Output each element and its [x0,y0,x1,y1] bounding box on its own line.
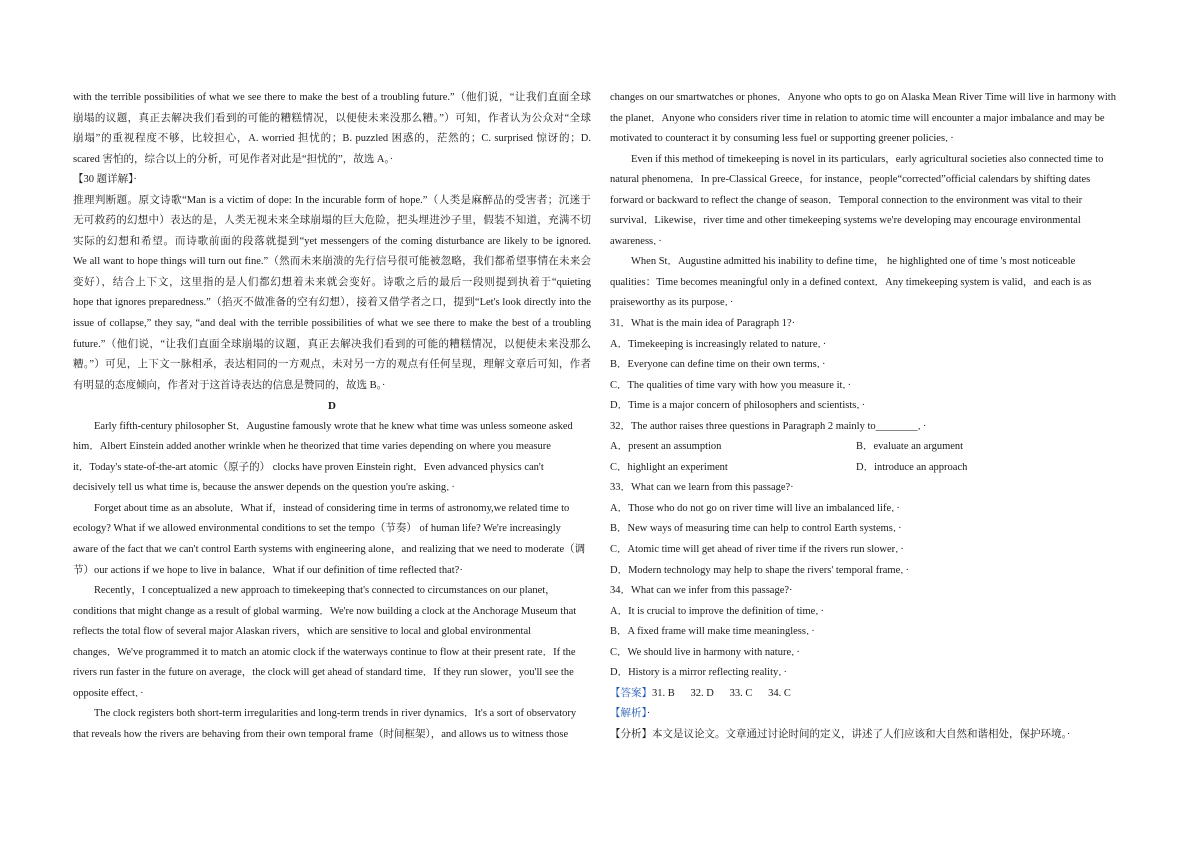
question-32-option-b: B．evaluate an argument [856,441,964,453]
passage-line: The clock registers both short-term irregularities and long-term trends in river dynamics．It's a sort of observatory [94,708,577,720]
question-32-options-row-2 [610,458,1128,479]
right-column [610,88,1128,746]
question-31-option-a: A．Timekeeping is increasingly related to nature．· [610,338,827,350]
question-32-options-row-1 [610,437,1128,458]
analysis-line [610,704,1128,725]
passage-line: Recently，I conceptualized a new approach to timekeeping that's connected to circumstances on our planet， [94,585,556,597]
passage-line: rivers run faster in the future on average，the clock will get ahead of standard time．If they run slower，you'll see the [73,667,574,679]
text-line: hope that ignores preparedness.”（掐灭不做准备的空有幻想），接着又借学者之口，提到“Let's look directly into the [73,297,591,309]
question-33-option-d: D．Modern technology may help to shape the rivers' temporal frame．· [610,564,910,576]
passage-line: forward or backward to reflect the change of season．Temporal connection to the environment was vital to their [610,194,1083,206]
summary-text: 本文是议论文。文章通过讨论时间的定义，讲述了人们应该和大自然和谐相处，保护环境。· [652,728,1071,740]
answer-text: 31. B 32. D 33. C 34. C [652,687,791,699]
passage-line: changes on our smartwatches or phones．Anyone who opts to go on Alaska Mean River Time will live in harmony with [610,92,1116,103]
left-column [73,88,591,746]
passage-line: decisively tell us what time is, because the answer depends on the question you're asking．· [73,482,455,494]
question-30-heading: 【30 题详解】· [73,174,137,186]
question-33-stem: 33．What can we learn from this passage?· [610,482,794,494]
question-32-option-d: D．introduce an approach [856,461,968,473]
question-33-option-a: A．Those who do not go on river time will live an imbalanced life．· [610,502,900,514]
text-line: 推理判断题。原文诗歌“Man is a victim of dope: In the incurable form of hope.”（人类是麻醉品的受害者；沉迷于 [73,194,591,206]
question-32-option-c: C．highlight an experiment [610,461,728,473]
passage-line: that reveals how the rivers are behaving from their own temporal frame（时间框架），and allows us to witness those [73,728,569,740]
passage-line: changes．We've programmed it to match an atomic clock if the waterways continue to flow at their present rate．If the [73,646,576,658]
section-title: D [328,400,336,413]
question-31-option-d: D．Time is a major concern of philosophers and scientists．· [610,400,866,412]
question-34-option-d: D．History is a mirror reflecting reality．· [610,667,787,679]
answer-line [610,684,1128,705]
text-line: 变好），结合上下文，这里指的是人们都幻想着未来就会变好。诗歌之后的最后一段则提到执着于“quieting [73,276,591,288]
passage-line: motivated to counteract it by consuming less fuel or supporting greener policies．· [610,133,954,145]
passage-line: When St．Augustine admitted his inability to define time， he highlighted one of time 's most noticeable [631,256,1076,268]
question-34-option-c: C．We should live in harmony with nature．· [610,646,800,658]
question-32-stem: 32．The author raises three questions in Paragraph 2 mainly to________．· [610,420,927,432]
question-34-option-b: B．A fixed frame will make time meaningless．· [610,626,815,638]
summary-label: 【分析】 [610,728,652,740]
question-31-option-b: B．Everyone can define time on their own terms．· [610,359,826,371]
question-33-option-c: C．Atomic time will get ahead of river time if the rivers run slower．· [610,544,904,556]
analysis-label: 【解析】 [610,708,647,720]
passage-line: opposite effect．· [73,687,144,699]
text-line: issue of collapse,” they say, “and deal with the terrible possibilities of what we see there to make the best of a troubling [73,318,591,330]
question-32-option-a: A．present an assumption [610,441,722,453]
text-line: 实际的幻想和希望。而诗歌前面的段落就提到“yet messengers of the coming disturbance are likely to be ignored. [73,235,591,247]
passage-line: survival．Likewise，river time and other timekeeping systems we're developing may encourage environmental [610,215,1081,227]
text-line: scared 害怕的，综合以上的分析，可见作者对此是“担忧的”，故选 A。· [73,153,394,165]
question-34-stem: 34．What can we infer from this passage?· [610,585,793,597]
text-line: 崩塌”的重视程度不够，比较担心，A. worried 担忧的；B. puzzled 困惑的，茫然的；C. surprised 惊讶的；D. [73,133,591,145]
text-line: We all want to hope things will turn out fine.”（然而未来崩溃的先行信号很可能被忽略，我们都希望事情在未来会 [73,256,591,268]
passage-line: praiseworthy as its purpose．· [610,297,734,309]
passage-line: him．Albert Einstein added another wrinkle when he theorized that time varies depending on where you measure [73,441,551,453]
text-line: 无可救药的幻想中）表达的是，人类无视未来全球崩塌的巨大危险，把头埋进沙子里，假装不知道，充满不切 [73,215,591,227]
passage-line: Forget about time as an absolute．What if，instead of considering time in terms of astronomy,we related time to [94,502,570,514]
passage-line: Even if this method of timekeeping is novel in its particulars，early agricultural societies also connected time to [631,153,1104,165]
passage-line: 节）our actions if we hope to live in balance．What if our definition of time reflected that?· [73,564,463,576]
analysis-mark: · [646,708,651,720]
answer-label: 【答案】 [610,687,652,699]
question-34-option-a: A．It is crucial to improve the definition of time．· [610,605,825,617]
text-line: 崩塌的议题，真正去解决我们看到的可能的糟糕情况，以便使未来没那么糟。”）可知，作者认为公众对“全球 [73,112,591,124]
passage-line: reflects the total flow of several major Alaskan rivers，which are sensitive to local and global environmental [73,626,532,638]
passage-line: awareness．· [610,235,662,247]
question-33-option-b: B．New ways of measuring time can help to control Earth systems．· [610,523,902,535]
question-31-option-c: C．The qualities of time vary with how you measure it．· [610,379,852,391]
text-line: 糟。”）可见，上下文一脉相承，表达相同的一方观点，未对另一方的观点有任何呈现，理解文章后可知，作者 [73,359,591,371]
summary-line [610,725,1128,746]
text-line: 有明显的态度倾向，作者对于这首诗表达的信息是赞同的，故选 B。· [73,379,386,391]
passage-line: qualities：Time becomes meaningful only in a defined context．Any timekeeping system is valid，and each is as [610,276,1092,288]
text-line: with the terrible possibilities of what we see there to make the best of a troubling future.”（他们说，“让我们直面全球 [73,92,591,103]
passage-line: natural phenomena．In pre-Classical Greece，for instance，people“corrected”official calendars by shifting dates [610,174,1091,186]
passage-line: conditions that might change as a result of global warming．We're now building a clock at the Anchorage Museum that [73,605,577,617]
passage-line: the planet．Anyone who considers river time in relation to atomic time will encounter a major imbalance and may be [610,112,1105,124]
passage-line: aware of the fact that we can't control Earth systems with engineering alone，and realizing that we need to moderate（调 [73,544,586,556]
question-31-stem: 31．What is the main idea of Paragraph 1?· [610,318,796,330]
passage-line: it．Today's state-of-the-art atomic（原子的） clocks have proven Einstein right．Even advanced physics can't [73,461,544,473]
passage-line: ecology? What if we allowed environmental conditions to set the tempo（节奏） of human life? We're increasingly [73,523,561,535]
passage-line: Early fifth-century philosopher St．Augustine famously wrote that he knew what time was unless someone asked [94,420,573,432]
text-line: future.”（他们说，“让我们直面全球崩塌的议题，真正去解决我们看到的可能的糟糕情况，以便使未来没那么 [73,338,591,350]
